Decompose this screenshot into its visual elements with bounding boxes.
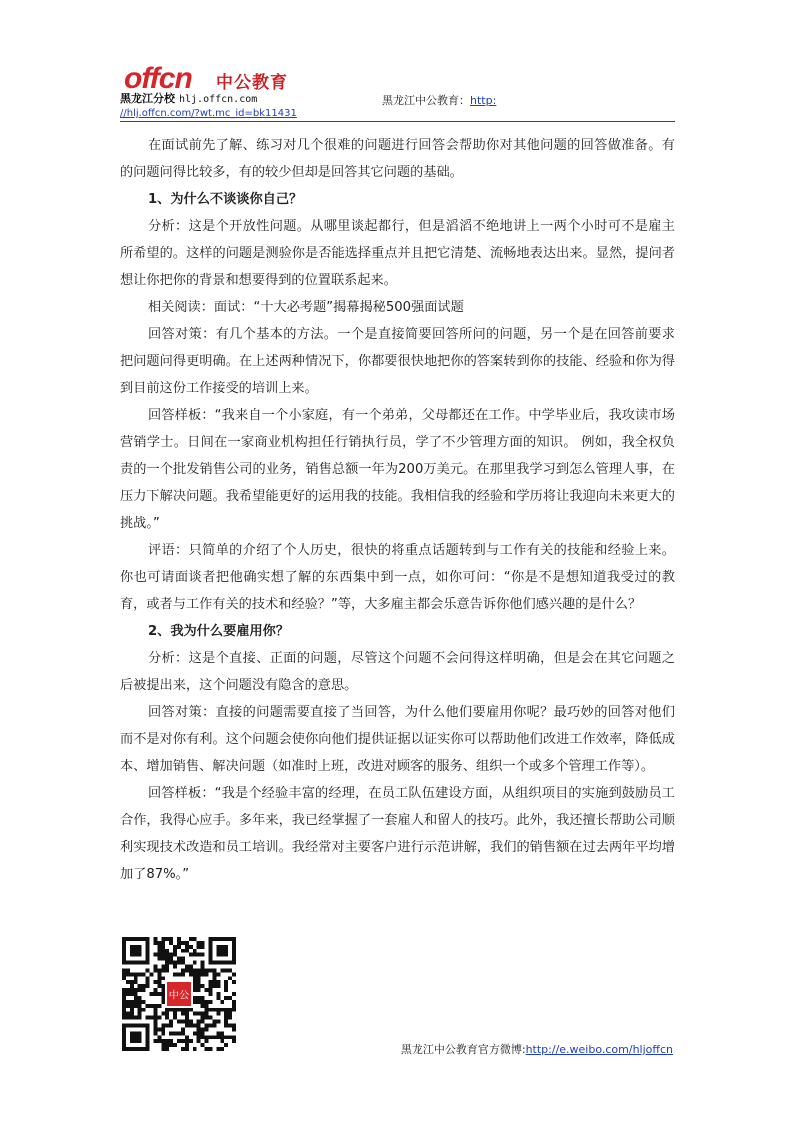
logo-wordmark: offcn [124, 62, 192, 95]
logo-branch: 黑龙江分校 [120, 92, 175, 105]
paragraph: 回答对策：有几个基本的方法。一个是直接简要回答所问的问题，另一个是在回答前要求把问题问得更明确。在上述两种情况下，你都要很快地把你的答案转到你的技能、经验和你为得到目前这份工作接受的培训上来。 [120, 327, 675, 396]
paragraph: 回答样板：“我是个经验丰富的经理，在员工队伍建设方面，从组织项目的实施到鼓励员工合作，我得心应手。多年来，我已经掌握了一套雇人和留人的技巧。此外，我还擅长帮助公司顺利实现技术改造和员工培训。我经常对主要客户进行示范讲解，我们的销售额在过去两年平均增加了87%。” [120, 786, 675, 882]
paragraph: 分析：这是个直接、正面的问题，尽管这个问题不会问得这样明确，但是会在其它问题之后被提出来，这个问题没有隐含的意思。 [120, 651, 675, 693]
page-header [120, 62, 675, 124]
paragraph: 在面试前先了解、练习对几个很难的问题进行回答会帮助你对其他问题的回答做准备。有的问题问得比较多，有的较少但却是回答其它问题的基础。 [120, 138, 675, 180]
header-label: 黑龙江中公教育： [382, 94, 470, 107]
logo-chinese-name: 中公教育 [216, 73, 288, 93]
header-site-label [382, 92, 496, 108]
paragraph: 回答对策：直接的问题需要直接了当回答，为什么他们要雇用你呢？最巧妙的回答对他们而不是对你有利。这个问题会使你向他们提供证据以证实你可以帮助他们改进工作效率，降低成本、增加销售、解决问题（如准时上班，改进对顾客的服务、组织一个或多个管理工作等）。 [120, 705, 675, 774]
qr-seal-text: 中公 [168, 990, 190, 1002]
question-heading: 1、为什么不谈谈你自己？ [148, 192, 303, 207]
header-divider [120, 121, 675, 122]
question-heading: 2、我为什么要雇用你？ [148, 624, 290, 639]
header-link[interactable]: http: [470, 94, 497, 107]
page-footer [401, 1041, 673, 1057]
paragraph: 相关阅读：面试：“十大必考题”揭幕揭秘500强面试题 [148, 300, 464, 315]
logo-subtitle [120, 90, 257, 106]
paragraph: 评语：只简单的介绍了个人历史，很快的将重点话题转到与工作有关的技能和经验上来。你也可请面谈者把他确实想了解的东西集中到一点，如你可问：“你是不是想知道我受过的教育，或者与工作有关的技术和经验？”等，大多雇主都会乐意告诉你他们感兴趣的是什么？ [120, 543, 675, 612]
footer-label: 黑龙江中公教育官方微博: [400, 1043, 526, 1056]
article-body [120, 132, 675, 888]
footer-weibo-link[interactable]: http://e.weibo.com/hljoffcn [525, 1043, 673, 1056]
logo-domain: hlj.offcn.com [179, 94, 258, 105]
qr-code [122, 937, 236, 1051]
paragraph: 回答样板：“我来自一个小家庭，有一个弟弟，父母都还在工作。中学毕业后，我攻读市场营销学士。日间在一家商业机构担任行销执行员，学了不少管理方面的知识。 例如，我全权负责的一个批发销售公司的业务，销售总额一年为200万美元。在那里我学习到怎么管理人事，在压力下解决问题。我希望能更好的运用我的技能。我相信我的经验和学历将让我迎向未来更大的挑战。” [120, 408, 675, 531]
paragraph: 分析：这是个开放性问题。从哪里谈起都行，但是滔滔不绝地讲上一两个小时可不是雇主所希望的。这样的问题是测验你是否能选择重点并且把它清楚、流畅地表达出来。显然，提问者想让你把你的背景和想要得到的位置联系起来。 [120, 219, 675, 288]
header-link-continuation[interactable]: //hlj.offcn.com/?wt.mc_id=bk11431 [120, 108, 297, 119]
